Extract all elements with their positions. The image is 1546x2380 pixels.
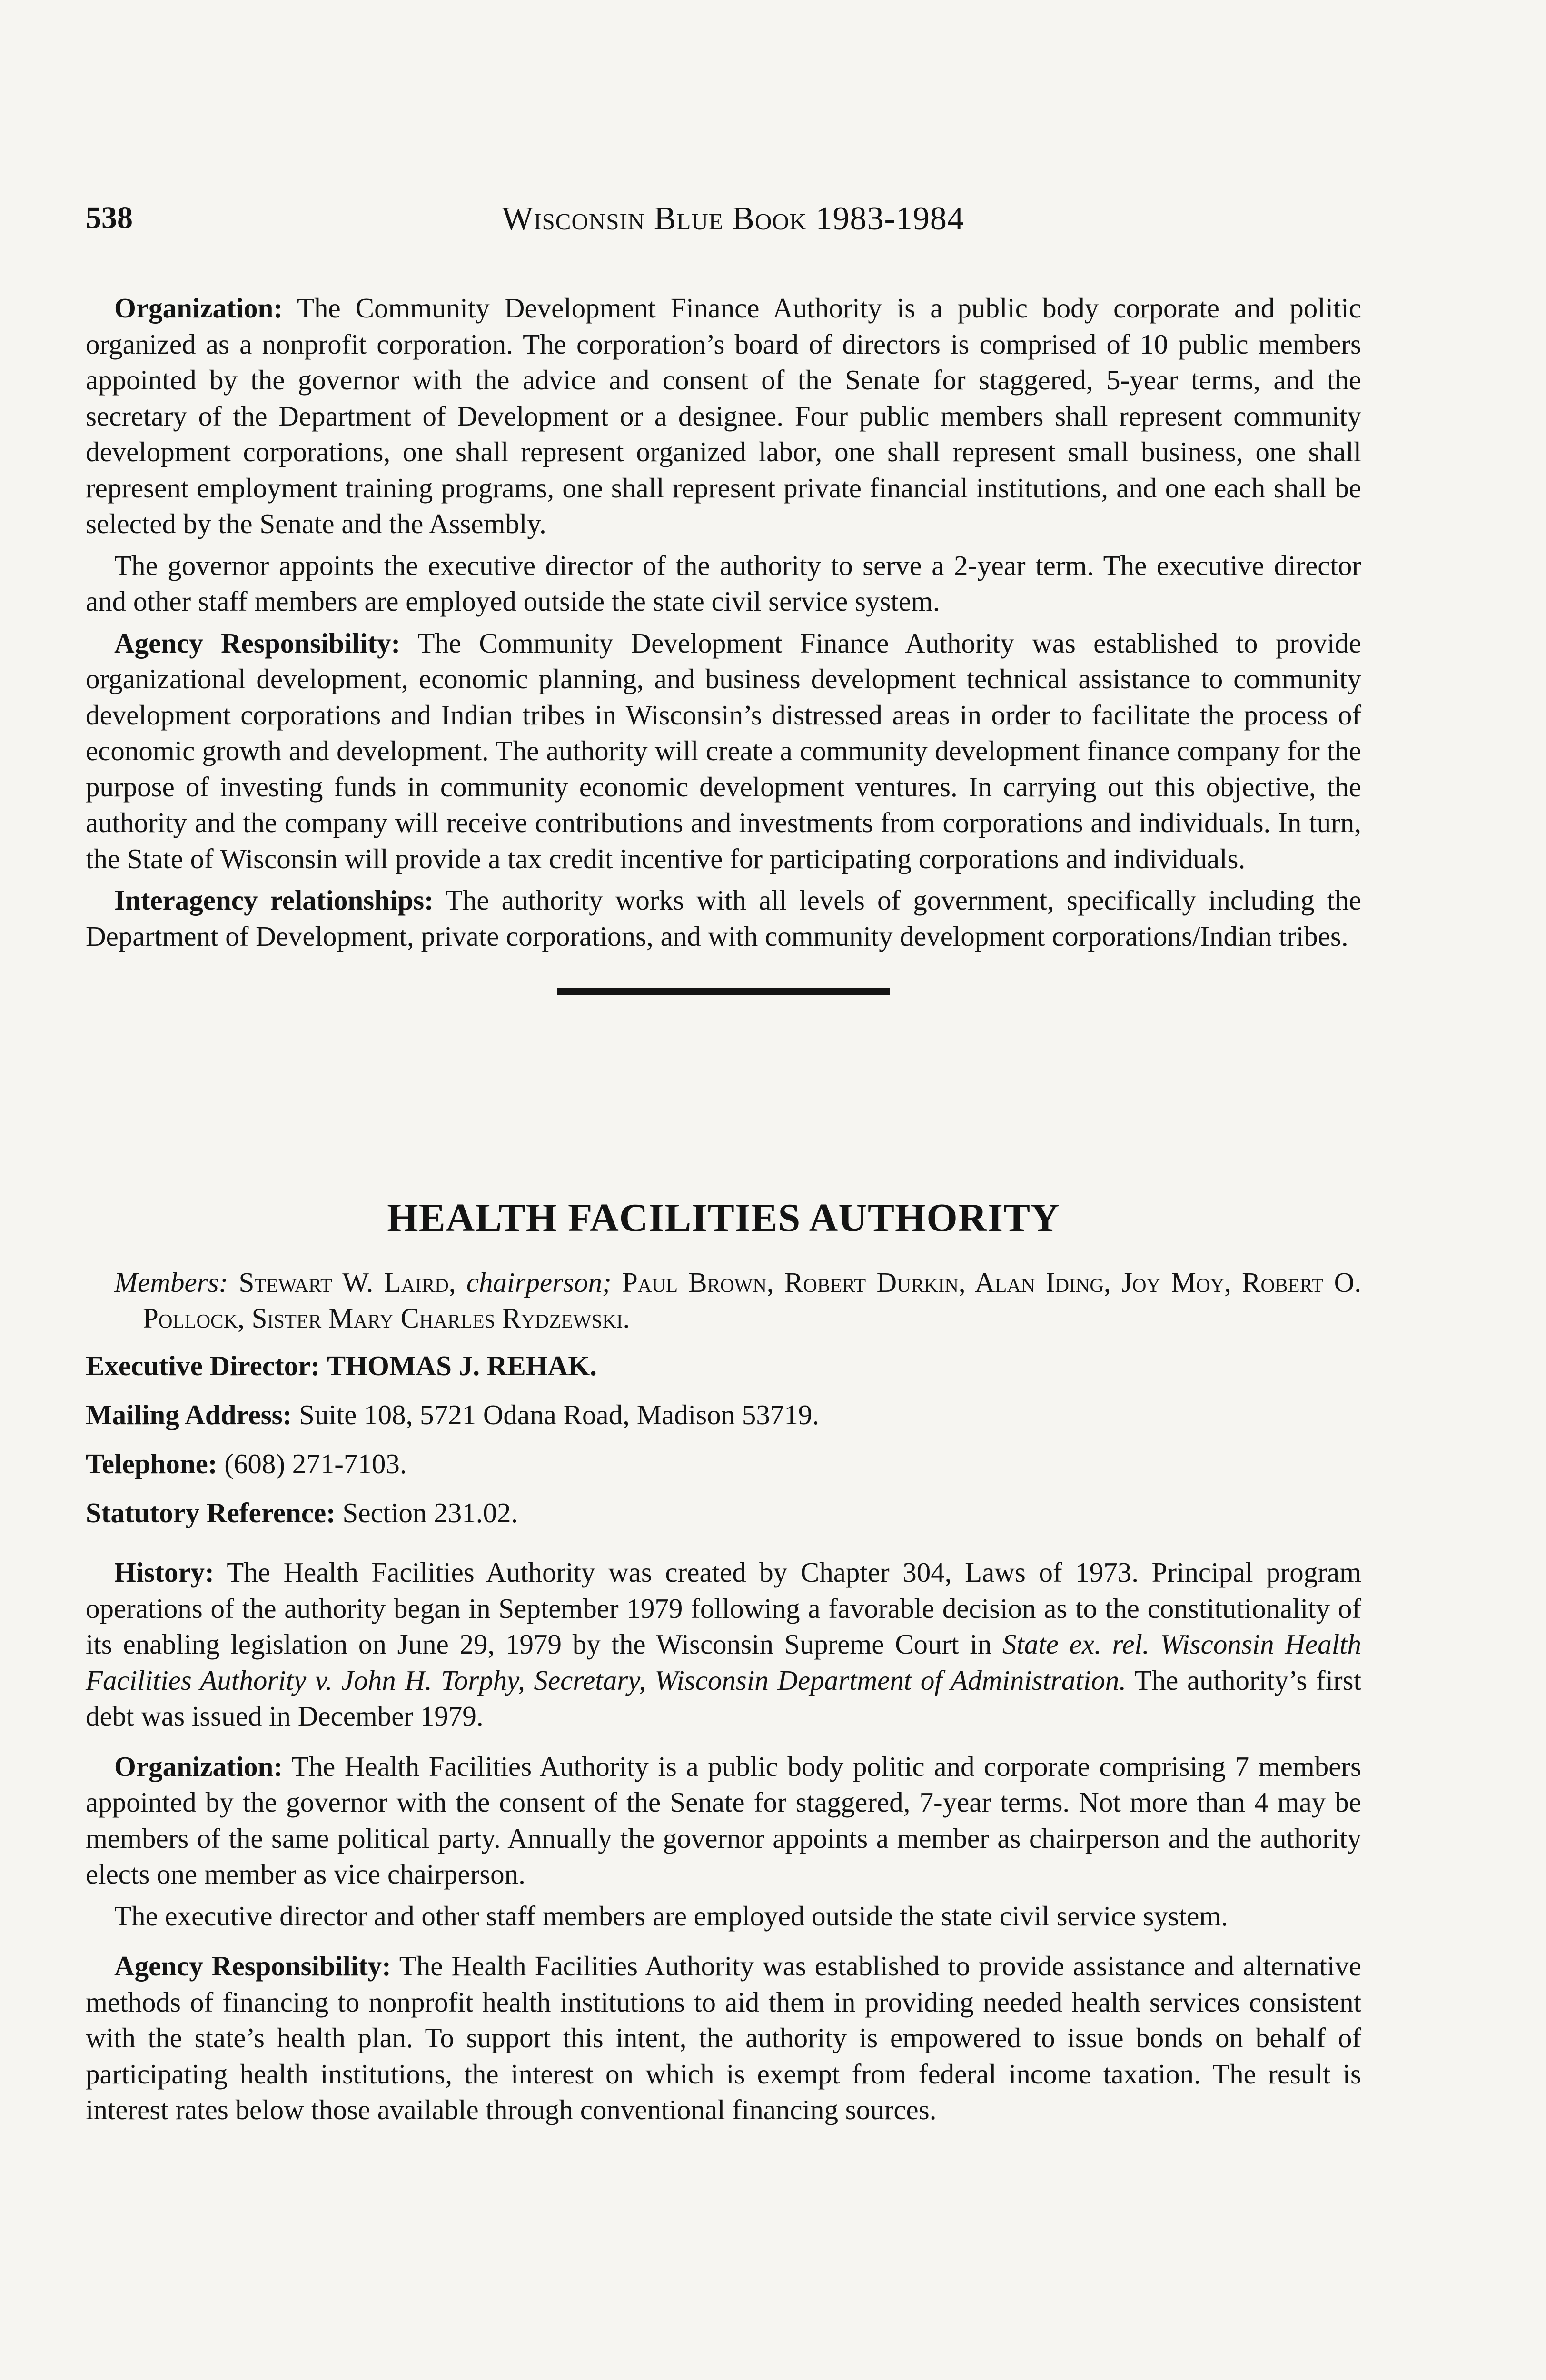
running-title: Wisconsin Blue Book 1983-1984 (502, 200, 964, 237)
hfa-executive-director (86, 1348, 1361, 1384)
cdfa-interagency-paragraph (86, 883, 1361, 954)
hfa-organization-text: The Health Facilities Authority is a public body politic and corporate comprising 7 members appointed by the governor with the consent of the Senate for staggered, 7-year terms. Not more than 4 may be members of the same political party. Annually the governor appoints a member as chairperson and the authority elects one member as vice chairperson. (86, 1750, 1362, 1890)
hfa-telephone-label: Telephone: (86, 1448, 218, 1479)
hfa-mailing-address (86, 1397, 1361, 1433)
hfa-organization-label: Organization: (114, 1750, 283, 1782)
hfa-history-paragraph (86, 1555, 1361, 1735)
cdfa-organization-text: The Community Development Finance Authority is a public body corporate and politic organized as a nonprofit corporation. The corporation’s board of directors is comprised of 10 public members appointed by the governor with the advice and consent of the Senate for staggered, 5-year terms, and the secretary of the Department of Development or a designee. Four public members shall represent community development corporations, one shall represent organized labor, one shall represent small business, one shall represent employment training programs, one shall represent private financial institutions, and one each shall be selected by the Senate and the Assembly. (86, 292, 1361, 539)
hfa-history-case-name: State ex. rel. Wisconsin Health Facilities Authority v. John H. Torphy, Secretary, Wisconsin Department of Administration. (86, 1628, 1362, 1696)
hfa-statutory-label: Statutory Reference: (86, 1497, 336, 1528)
cdfa-executive-director-paragraph: The governor appoints the executive director of the authority to serve a 2-year term. The executive director and other staff members are employed outside the state civil service system. (86, 549, 1361, 617)
cdfa-organization-label: Organization: (114, 292, 283, 324)
hfa-members-rest: Paul Brown, Robert Durkin, Alan Iding, Joy Moy, Robert O. Pollock, Sister Mary Charles Rydzewski. (143, 1267, 1362, 1334)
hfa-members-chair-role: chairperson; (466, 1267, 612, 1298)
page-number: 538 (86, 200, 133, 235)
hfa-history-label: History: (114, 1557, 214, 1588)
cdfa-agency-responsibility-text: The Community Development Finance Authority was established to provide organizational development, economic planning, and business development technical assistance to community development corporations and Indian tribes in Wisconsin’s distressed areas in order to facilitate the process of economic growth and development. The authority will create a community development finance company for the purpose of investing funds in community economic development ventures. In carrying out this objective, the authority and the company will receive contributions and investments from corporations and individuals. In turn, the State of Wisconsin will provide a tax credit incentive for participating corporations and individuals. (86, 627, 1361, 874)
cdfa-interagency-text: The authority works with all levels of government, specifically including the Department of Development, private corporations, and with community development corporations/Indian tribes. (86, 884, 1362, 952)
hfa-members-chair: Stewart W. Laird, (238, 1267, 456, 1298)
page-content (86, 290, 1361, 2134)
hfa-agency-responsibility-label: Agency Responsibility: (114, 1950, 391, 1982)
hfa-statutory-reference (86, 1495, 1361, 1531)
cdfa-organization-paragraph (86, 290, 1361, 542)
cdfa-agency-responsibility-label: Agency Responsibility: (114, 627, 401, 659)
hfa-telephone-value: (608) 271-7103. (224, 1448, 407, 1479)
page-header (86, 190, 1380, 248)
hfa-members-label: Members: (114, 1267, 228, 1298)
hfa-history-text-after: The authority’s first debt was issued in December 1979. (86, 1664, 1361, 1732)
hfa-telephone (86, 1446, 1361, 1482)
section-title: HEALTH FACILITIES AUTHORITY (387, 1196, 1060, 1240)
hfa-executive-director-name: THOMAS J. REHAK. (327, 1350, 597, 1381)
cdfa-interagency-label: Interagency relationships: (114, 884, 434, 916)
hfa-history-text: The Health Facilities Authority was created by Chapter 304, Laws of 1973. Principal program operations of the authority began in September 1979 following a favorable decision as to the constitutionality of its enabling legislation on June 29, 1979 by the Wisconsin Supreme Court in (86, 1557, 1361, 1660)
hfa-staff-paragraph: The executive director and other staff members are employed outside the state civil service system. (114, 1900, 1229, 1932)
section-divider (557, 988, 890, 995)
hfa-statutory-value: Section 231.02. (342, 1497, 518, 1528)
hfa-agency-responsibility-paragraph (86, 1948, 1361, 2128)
hfa-members (114, 1265, 1361, 1336)
hfa-executive-director-label: Executive Director: (86, 1350, 320, 1381)
hfa-organization-paragraph (86, 1749, 1361, 1893)
hfa-mailing-value: Suite 108, 5721 Odana Road, Madison 53719. (299, 1399, 820, 1430)
hfa-agency-responsibility-text: The Health Facilities Authority was established to provide assistance and alternative methods of financing to nonprofit health institutions to aid them in providing needed health services consistent with the state’s health plan. To support this intent, the authority is empowered to issue bonds on behalf of participating health institutions, the interest on which is exempt from federal income taxation. The result is interest rates below those available through conventional financing sources. (86, 1950, 1362, 2125)
hfa-mailing-label: Mailing Address: (86, 1399, 292, 1430)
cdfa-agency-responsibility-paragraph (86, 625, 1361, 877)
